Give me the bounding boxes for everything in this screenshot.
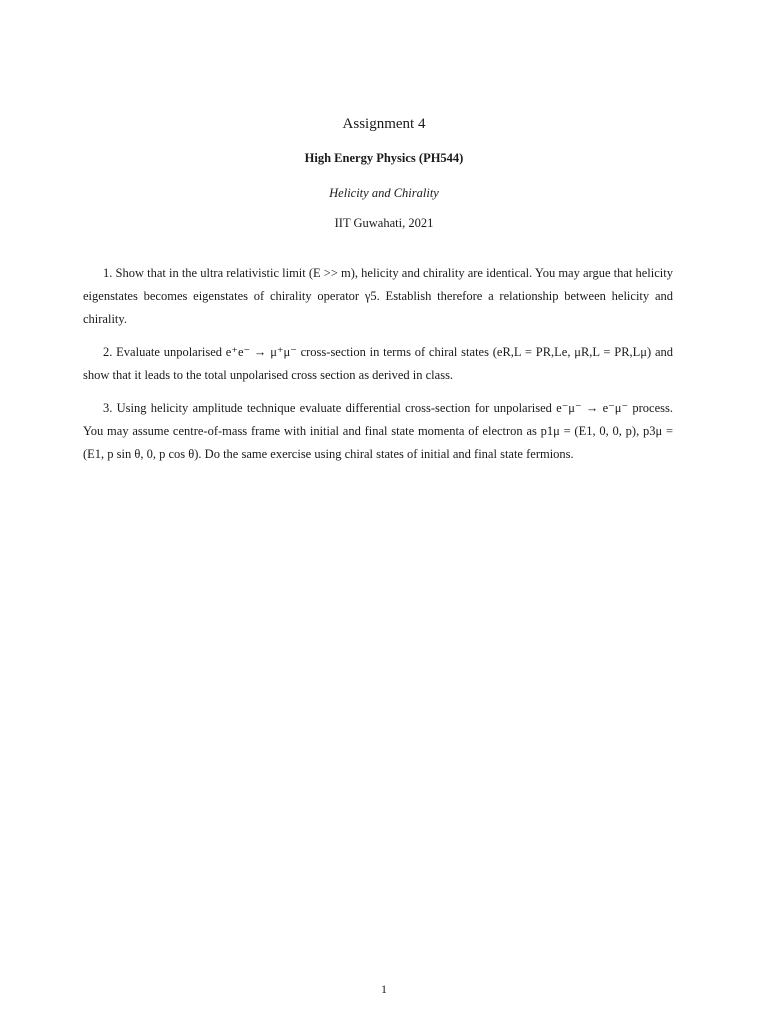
assignment-title: Assignment 4 (342, 116, 426, 132)
question-1: 1. Show that in the ultra relativistic limit (E >> m), helicity and chirality are identical. You may argue that helicity eigenstates becomes eigenstates of chirality operator γ5. Establish therefore a relationship between helicity and chirality. (83, 266, 673, 326)
question-3: 3. Using helicity amplitude technique evaluate differential cross-section for unpolarised e⁻μ⁻ → e⁻μ⁻ process. You may assume centre-of-mass frame with initial and final state momenta of electron as p1μ = (E1, 0, 0, p), p3μ = (E1, p sin θ, 0, p cos θ). Do the same exercise using chiral states of initial and final state fermions. (83, 401, 673, 461)
question-2: 2. Evaluate unpolarised e⁺e⁻ → μ⁺μ⁻ cross-section in terms of chiral states (eR,L = PR,Le, μR,L = PR,Lμ) and show that it leads to the total unpolarised cross section as derived in class. (83, 345, 673, 382)
question-list (83, 262, 673, 476)
page-number: 1 (381, 982, 387, 996)
institution-year: IIT Guwahati, 2021 (334, 216, 434, 230)
assignment-topic: Helicity and Chirality (329, 186, 439, 200)
course-name: High Energy Physics (PH544) (304, 151, 464, 165)
